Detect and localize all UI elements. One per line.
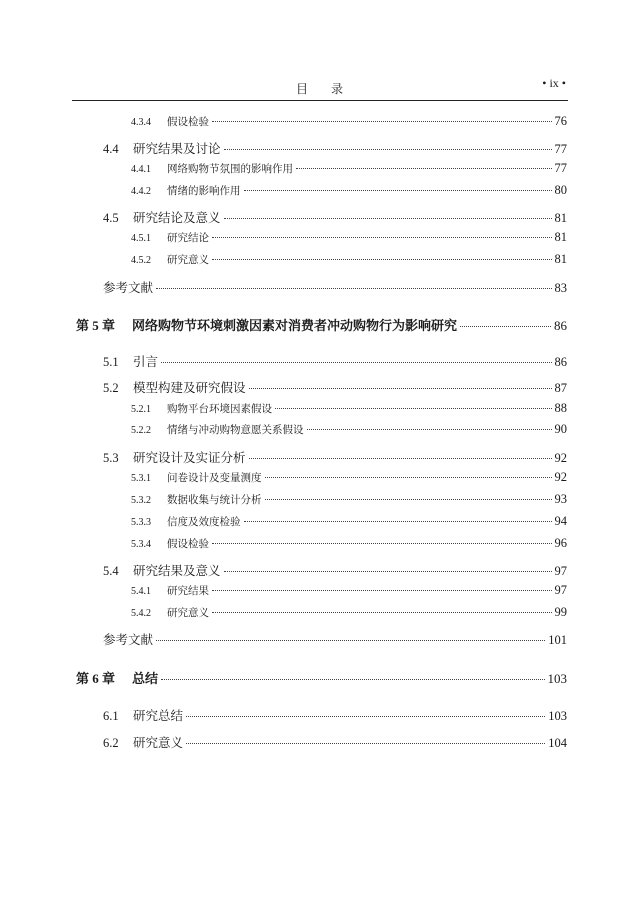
entry-number: 第 6 章 [76,671,116,686]
entry-page: 103 [547,671,567,686]
entry-page: 87 [554,381,567,395]
entry-number: 5.2 [103,381,119,395]
toc-entry-6-1[interactable] [103,706,567,724]
entry-page: 96 [554,536,567,550]
toc-entry-4-5-1[interactable] [131,230,567,245]
dot-leader [265,499,552,500]
entry-page: 77 [554,161,567,175]
entry-title: 研究意义 [167,254,209,266]
entry-number: 4.5.1 [131,233,151,244]
dot-leader [224,218,552,219]
entry-page: 104 [548,736,567,750]
dot-leader [212,543,552,544]
entry-number: 5.2.1 [131,404,151,415]
dot-leader [249,388,552,389]
dot-leader [161,679,544,680]
entry-title: 情绪与冲动购物意愿关系假设 [167,424,304,436]
entry-number: 6.2 [103,736,119,750]
entry-page: 81 [554,252,567,266]
entry-number: 5.4 [103,564,119,578]
entry-number: 5.3.3 [131,517,151,528]
dot-leader [212,612,552,613]
entry-title: 研究结论 [167,232,209,244]
entry-page: 97 [554,564,567,578]
dot-leader [275,408,552,409]
entry-title: 假设检验 [167,116,209,128]
entry-title: 研究意义 [133,735,184,750]
toc-entry-chapter-6[interactable] [76,668,567,687]
dot-leader [224,571,552,572]
dot-leader [212,121,552,122]
entry-title: 网络购物节氛围的影响作用 [167,163,293,175]
entry-page: 97 [554,583,567,597]
entry-title: 信度及效度检验 [167,516,241,528]
toc-entry-4-3-4[interactable] [131,114,567,129]
toc-entry-5-2-1[interactable] [131,401,567,416]
toc-entry-5-4-1[interactable] [131,583,567,598]
entry-number: 第 5 章 [76,318,116,333]
dot-leader [161,362,551,363]
entry-title: 情绪的影响作用 [167,185,241,197]
toc-entry-5-4-2[interactable] [131,605,567,620]
dot-leader [186,743,545,744]
entry-page: 88 [554,401,567,415]
entry-title: 研究结果及意义 [133,563,221,578]
entry-title: 研究总结 [133,708,184,723]
entry-page: 101 [548,633,567,647]
title-left: 目 [295,82,309,96]
toc-entry-references-4[interactable] [103,278,567,296]
entry-page: 103 [548,709,567,723]
toc-entry-5-3-2[interactable] [131,492,567,507]
toc-entry-5-3[interactable] [103,448,567,466]
dot-leader [186,716,545,717]
entry-title: 引言 [133,354,159,369]
entry-page: 86 [554,318,567,333]
entry-page: 76 [554,114,567,128]
entry-page: 93 [554,492,567,506]
entry-title: 参考文献 [103,632,154,647]
dot-leader [212,590,552,591]
entry-title: 研究结果 [167,585,209,597]
entry-page: 77 [554,142,567,156]
entry-title: 模型构建及研究假设 [133,380,246,395]
entry-title: 研究设计及实证分析 [133,450,246,465]
toc-entry-5-4[interactable] [103,561,567,579]
dot-leader [244,190,552,191]
toc-entry-5-2[interactable] [103,378,567,396]
entry-title: 参考文献 [103,280,154,295]
entry-page: 81 [554,230,567,244]
entry-title: 问卷设计及变量测度 [167,472,262,484]
toc-entry-4-5-2[interactable] [131,252,567,267]
entry-page: 92 [554,451,567,465]
toc-entry-5-1[interactable] [103,352,567,370]
entry-number: 4.4.1 [131,164,151,175]
toc-entry-4-4-1[interactable] [131,161,567,176]
dot-leader [296,168,552,169]
dot-leader [156,288,551,289]
entry-page: 86 [554,355,567,369]
dot-leader [212,237,552,238]
entry-page: 81 [554,211,567,225]
toc-entry-6-2[interactable] [103,733,567,751]
entry-number: 4.4.2 [131,186,151,197]
entry-number: 5.3.2 [131,495,151,506]
entry-number: 4.5.2 [131,255,151,266]
entry-page: 94 [554,514,567,528]
title-right: 录 [331,82,345,96]
entry-page: 99 [554,605,567,619]
toc-entry-5-2-2[interactable] [131,422,567,437]
dot-leader [212,259,552,260]
entry-number: 5.3 [103,451,119,465]
dot-leader [265,477,552,478]
entry-title: 研究结果及讨论 [133,141,221,156]
entry-number: 5.2.2 [131,425,151,436]
dot-leader [307,429,552,430]
dot-leader [244,521,552,522]
entry-number: 5.3.1 [131,473,151,484]
entry-page: 83 [554,281,567,295]
entry-title: 网络购物节环境刺激因素对消费者冲动购物行为影响研究 [132,318,458,333]
entry-title: 数据收集与统计分析 [167,494,262,506]
entry-page: 92 [554,470,567,484]
page-number: • ix • [542,76,566,90]
dot-leader [249,458,552,459]
entry-number: 4.5 [103,211,119,225]
entry-title: 假设检验 [167,538,209,550]
toc-entry-5-3-1[interactable] [131,470,567,485]
entry-number: 5.1 [103,355,119,369]
entry-number: 5.4.1 [131,586,151,597]
toc-entry-4-4[interactable] [103,139,567,157]
entry-number: 6.1 [103,709,119,723]
dot-leader [460,326,551,327]
entry-page: 80 [554,183,567,197]
dot-leader [156,640,545,641]
entry-title: 研究结论及意义 [133,210,221,225]
entry-number: 4.3.4 [131,117,151,128]
dot-leader [224,149,552,150]
toc-entry-references-5[interactable] [103,630,567,648]
entry-title: 总结 [132,671,159,686]
toc-entry-5-3-3[interactable] [131,514,567,529]
toc-entry-5-3-4[interactable] [131,536,567,551]
toc-entry-4-4-2[interactable] [131,183,567,198]
entry-page: 90 [554,422,567,436]
toc-entry-chapter-5[interactable] [76,315,567,334]
entry-number: 5.4.2 [131,608,151,619]
entry-number: 5.3.4 [131,539,151,550]
toc-entry-4-5[interactable] [103,208,567,226]
entry-title: 购物平台环境因素假设 [167,403,272,415]
entry-title: 研究意义 [167,607,209,619]
entry-number: 4.4 [103,142,119,156]
